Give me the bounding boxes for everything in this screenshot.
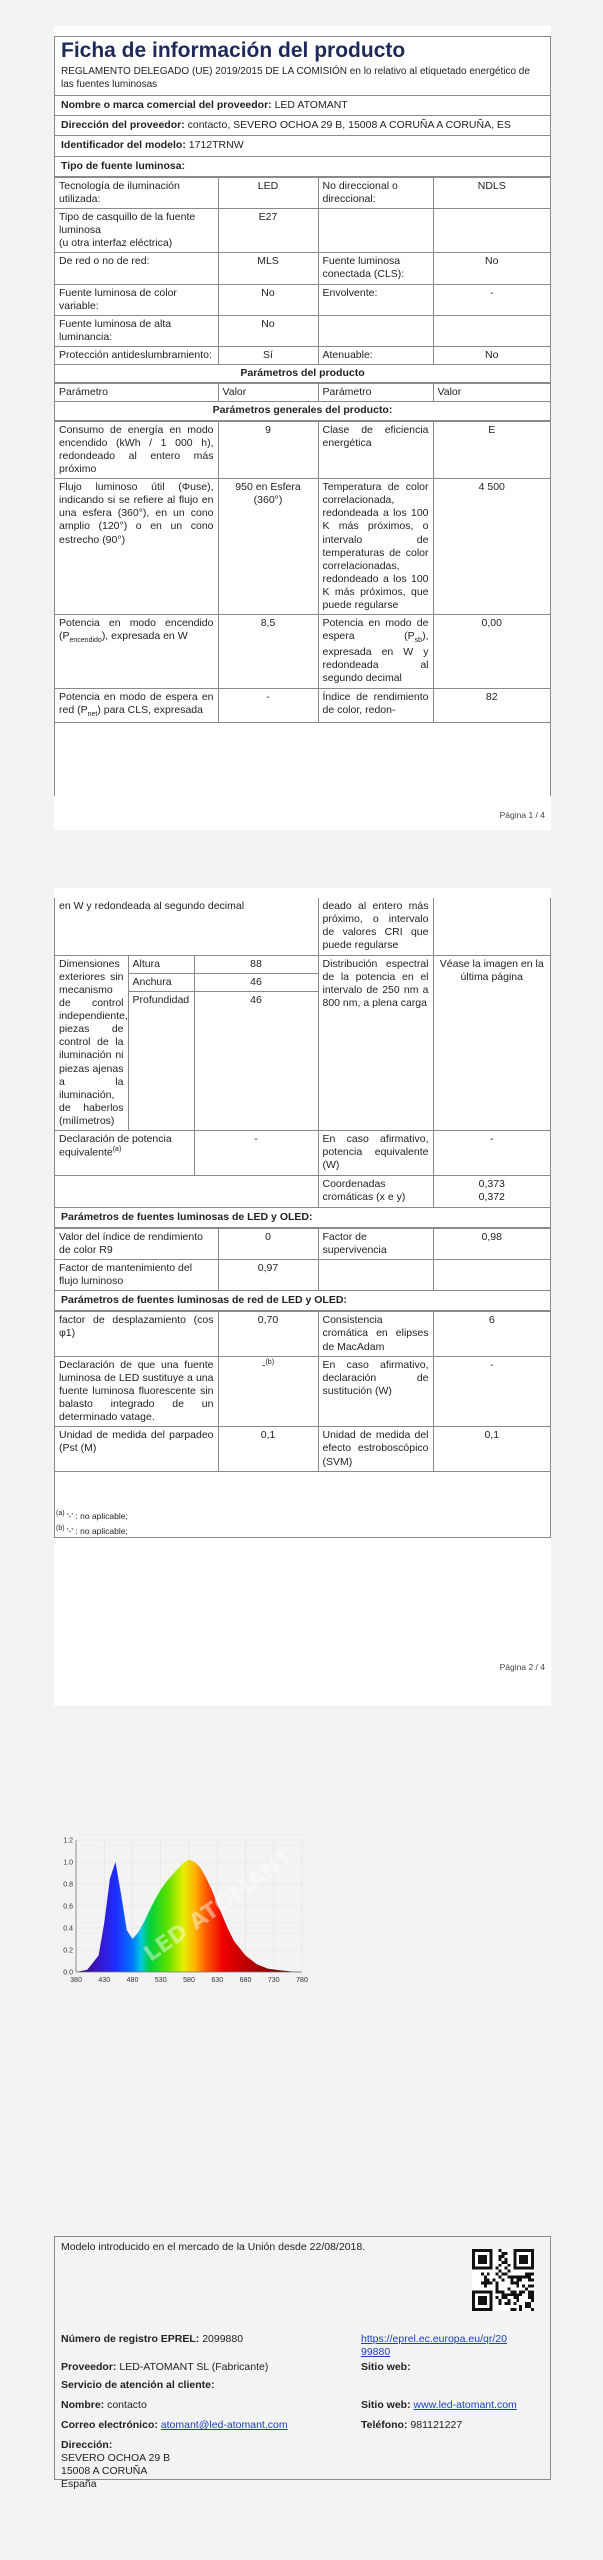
general-params-table xyxy=(55,421,550,723)
height-value: 88 xyxy=(194,955,318,973)
service-heading: Servicio de atención al cliente: xyxy=(61,2379,215,2391)
x-tick-label: 430 xyxy=(98,1977,111,1984)
supplier-name-value: LED ATOMANT xyxy=(274,99,348,112)
page-2 xyxy=(54,888,551,1706)
x-tick-label: 630 xyxy=(211,1977,224,1984)
y-tick-label: 0.2 xyxy=(63,1947,73,1955)
row-value: No xyxy=(218,315,318,346)
footnotes xyxy=(54,1508,551,1539)
x-tick-label: 480 xyxy=(126,1977,139,1984)
chroma-value: 0,373 0,372 xyxy=(433,1175,550,1207)
net-standby-label: Potencia en modo de espera en red $(P_{net})$ para CLS, expresada xyxy=(55,688,218,722)
model-row xyxy=(55,136,550,156)
row-label: Tipo de casquillo de la fuente luminosa (u otra interfaz eléctrica) xyxy=(55,208,218,252)
y-tick-label: 1.2 xyxy=(63,1837,73,1845)
mains-params-heading: Parámetros de fuentes luminosas de red de LED y OLED: xyxy=(55,1291,550,1311)
source-type-row xyxy=(55,284,550,315)
param-label: Consumo de energía en modo encendido (kWh / 1 000 h), redondeado al entero más próximo xyxy=(55,421,218,479)
r9-label: Valor del índice de rendimiento de color R9 xyxy=(55,1228,218,1259)
param-label: Clase de eficiencia energética xyxy=(318,421,433,479)
r9-value: 0 xyxy=(218,1228,318,1259)
address-line-2: 15008 A CORUÑA xyxy=(61,2465,148,2478)
x-tick-label: 680 xyxy=(239,1977,252,1984)
maintenance-label: Factor de mantenimiento del flujo luminoso xyxy=(55,1259,218,1290)
depth-value: 46 xyxy=(194,991,318,1130)
y-tick-label: 0.4 xyxy=(63,1925,73,1933)
x-tick-label: 530 xyxy=(154,1977,167,1984)
general-param-row xyxy=(55,421,550,479)
provider-label: Proveedor: xyxy=(61,2361,117,2373)
page-1 xyxy=(54,26,551,830)
header-value-1: Valor xyxy=(218,384,318,402)
product-params-heading: Parámetros del producto xyxy=(55,365,550,383)
row-value: E27 xyxy=(218,208,318,252)
phone-row xyxy=(361,2419,462,2432)
phone-label: Teléfono: xyxy=(361,2419,408,2431)
row-value: - xyxy=(433,284,550,315)
flicker-label: Unidad de medida del parpadeo (Pst (M) xyxy=(55,1427,218,1471)
source-type-row xyxy=(55,208,550,252)
source-type-row xyxy=(55,177,550,208)
eprel-label: Número de registro EPREL: xyxy=(61,2333,200,2345)
dimensions-label: Dimensiones exteriores sin mecanismo de control independiente, piezas de control de la iluminación ni piezas ajenas a la iluminación, de haberlos (milímetros) xyxy=(55,955,128,1131)
width-label: Anchura xyxy=(128,973,194,991)
contact-name-value: contacto xyxy=(107,2399,147,2411)
led-params-heading: Parámetros de fuentes luminosas de LED y OLED: xyxy=(55,1208,550,1228)
param-label: Flujo luminoso útil (Φuse), indicando si se refiere al flujo en una esfera (360°), en un cono amplio (120°) o en un cono estrecho (90°) xyxy=(55,479,218,615)
row-value: LED xyxy=(218,177,318,208)
continued-table xyxy=(55,898,550,1208)
row-label: Tecnología de iluminación utilizada: xyxy=(55,177,218,208)
model-label: Identificador del modelo: xyxy=(61,139,186,152)
x-tick-label: 780 xyxy=(296,1977,308,1984)
header-param-1: Parámetro xyxy=(55,384,218,402)
cri-value: 82 xyxy=(433,688,550,722)
page-number: Página 1 / 4 xyxy=(499,810,545,820)
standby-value: 0,00 xyxy=(433,615,550,688)
cri-continued-label: deado al entero más próximo, o intervalo de valores CRI que puede regularse xyxy=(318,898,433,955)
x-tick-label: 380 xyxy=(70,1977,82,1984)
params-header-table xyxy=(55,383,550,402)
y-tick-label: 0.0 xyxy=(63,1969,73,1977)
source-type-row xyxy=(55,253,550,284)
website-label-2: Sitio web: xyxy=(361,2399,411,2411)
model-value: 1712TRNW xyxy=(188,139,244,152)
spectral-label: Distribución espectral de la potencia en el intervalo de 250 nm a 800 nm, a plena carga xyxy=(318,955,433,1131)
substitution-label: En caso afirmativo, declaración de sustitución (W) xyxy=(318,1356,433,1427)
row-label: Protección antideslumbramiento: xyxy=(55,347,218,365)
general-params-heading: Parámetros generales del producto: xyxy=(55,402,550,420)
address-label: Dirección: xyxy=(61,2439,113,2451)
row-value: Sí xyxy=(218,347,318,365)
survival-label: Factor de supervivencia xyxy=(318,1228,433,1259)
row-label: Atenuable: xyxy=(318,347,433,365)
y-tick-label: 0.8 xyxy=(63,1881,73,1889)
email-row xyxy=(61,2419,288,2432)
fluorescent-replace-label: Declaración de que una fuente luminosa de LED sustituye a una fuente luminosa fluorescente sin balasto integrado de un determinado vatage. xyxy=(55,1356,218,1427)
email-link[interactable]: atomant@led-atomant.com xyxy=(160,2419,288,2431)
spectral-chart-svg xyxy=(54,1832,314,1992)
page-number-2: Página 2 / 4 xyxy=(499,1662,545,1672)
equiv-power-w-label: En caso afirmativo, potencia equivalente (W) xyxy=(318,1131,433,1175)
page-3-chart xyxy=(54,1790,551,2090)
row-label: De red o no de red: xyxy=(55,253,218,284)
info-sheet-frame-continued xyxy=(54,898,551,1538)
equiv-power-w-value: - xyxy=(433,1131,550,1175)
supplier-address-label: Dirección del proveedor: xyxy=(61,119,185,132)
eprel-row xyxy=(61,2333,243,2346)
email-label: Correo electrónico: xyxy=(61,2419,158,2431)
qr-code-icon[interactable] xyxy=(472,2249,534,2311)
general-param-row xyxy=(55,479,550,615)
width-value: 46 xyxy=(194,973,318,991)
row-value xyxy=(433,208,550,252)
chart-watermark: LED ATOMANT xyxy=(139,1845,299,1967)
header-value-2: Valor xyxy=(433,384,550,402)
provider-row xyxy=(61,2361,268,2374)
source-type-table xyxy=(55,177,550,366)
row-label: Fuente luminosa de alta luminancia: xyxy=(55,315,218,346)
source-type-row xyxy=(55,315,550,346)
supplier-name-row xyxy=(55,96,550,116)
y-tick-label: 1.0 xyxy=(63,1859,73,1867)
maintenance-value: 0,97 xyxy=(218,1259,318,1290)
x-tick-label: 580 xyxy=(183,1977,195,1984)
source-type-heading: Tipo de fuente luminosa: xyxy=(55,157,550,177)
displacement-label: factor de desplazamiento (cos φ1) xyxy=(55,1312,218,1356)
row-label: No direccional o direccional: xyxy=(318,177,433,208)
row-label: Fuente luminosa de color variable: xyxy=(55,284,218,315)
chroma-label: Coordenadas cromáticas (x e y) xyxy=(318,1175,433,1207)
phone-value: 981121227 xyxy=(410,2419,463,2431)
displacement-value: 0,70 xyxy=(218,1312,318,1356)
row-label xyxy=(318,208,433,252)
led-params-table xyxy=(55,1228,550,1292)
equiv-power-value: - xyxy=(194,1131,318,1175)
website-link[interactable]: www.led-atomant.com xyxy=(413,2399,517,2411)
mains-params-table xyxy=(55,1311,550,1471)
equiv-power-label: Declaración de potencia equivalente$^{(a)}$ xyxy=(55,1131,194,1175)
param-value: 9 xyxy=(218,421,318,479)
address-line-1: SEVERO OCHOA 29 B xyxy=(61,2452,171,2465)
supplier-name-label: Nombre o marca comercial del proveedor: xyxy=(61,99,272,112)
source-type-row xyxy=(55,347,550,365)
row-value: No xyxy=(433,347,550,365)
footnote-b: $^{(b)}$ '-' : no aplicable; xyxy=(56,1525,128,1537)
row-label: Fuente luminosa conectada (CLS): xyxy=(318,253,433,284)
substitution-value: - xyxy=(433,1356,550,1427)
y-tick-label: 0.6 xyxy=(63,1903,73,1911)
eprel-link[interactable]: https://eprel.ec.europa.eu/qr/20 99880 xyxy=(361,2333,507,2359)
row-label: Envolvente: xyxy=(318,284,433,315)
flicker-value: 0,1 xyxy=(218,1427,318,1471)
address-line-3: España xyxy=(61,2478,97,2491)
row-value: No xyxy=(433,253,550,284)
row-label xyxy=(318,315,433,346)
power-on-value: 8,5 xyxy=(218,615,318,688)
row-value: No xyxy=(218,284,318,315)
power-on-label: Potencia en modo encendido $(P_{encendido})$, expresada en W xyxy=(55,615,218,688)
supplier-address-value: contacto, SEVERO OCHOA 29 B, 15008 A CORUÑA A CORUÑA, ES xyxy=(187,119,511,132)
macadam-value: 6 xyxy=(433,1312,550,1356)
param-value: E xyxy=(433,421,550,479)
registration-box xyxy=(54,2236,551,2491)
supplier-address-row xyxy=(55,116,550,136)
info-sheet-frame xyxy=(54,36,551,796)
param-value: 4 500 xyxy=(433,479,550,615)
contact-name-row xyxy=(61,2399,147,2412)
x-tick-label: 730 xyxy=(267,1977,280,1984)
survival-value: 0,98 xyxy=(433,1228,550,1259)
row-value: MLS xyxy=(218,253,318,284)
website-label-1: Sitio web: xyxy=(361,2361,411,2373)
param-value: 950 en Esfera (360°) xyxy=(218,479,318,615)
standby-continued-label: en W y redondeada al segundo decimal xyxy=(55,898,318,955)
regulation-text: REGLAMENTO DELEGADO (UE) 2019/2015 DE LA COMISIÓN en lo relativo al etiquetado energético de las fuentes luminosas xyxy=(55,63,550,96)
net-standby-value: - xyxy=(218,688,318,722)
param-label: Temperatura de color correlacionada, redondeada a los 100 K más próximos, o intervalo de temperaturas de color correlacionadas, redondeado a los 100 K más próximos, que puede regularse xyxy=(318,479,433,615)
depth-label: Profundidad xyxy=(128,991,194,1130)
provider-value: LED-ATOMANT SL (Fabricante) xyxy=(119,2361,269,2373)
website-row xyxy=(361,2399,517,2412)
eprel-value: 2099880 xyxy=(202,2333,244,2345)
market-intro: Modelo introducido en el mercado de la Unión desde 22/08/2018. xyxy=(61,2241,366,2253)
stroboscopic-label: Unidad de medida del efecto estroboscópico (SVM) xyxy=(318,1427,433,1471)
page-4 xyxy=(54,2226,551,2560)
row-value: NDLS xyxy=(433,177,550,208)
fluorescent-replace-value: -$^{(b)}$ xyxy=(218,1356,318,1427)
header-param-2: Parámetro xyxy=(318,384,433,402)
spectral-value: Véase la imagen en la última página xyxy=(433,955,550,1131)
spectral-chart xyxy=(54,1832,314,1992)
contact-name-label: Nombre: xyxy=(61,2399,105,2411)
height-label: Altura xyxy=(128,955,194,973)
footnote-a: $^{(a)}$ '-' : no aplicable; xyxy=(56,1510,128,1521)
row-value xyxy=(433,315,550,346)
address-block xyxy=(61,2439,170,2492)
standby-label: Potencia en modo de espera $(P_{sb})$, expresada en W y redondeada al segundo decimal xyxy=(318,615,433,688)
sheet-title: Ficha de información del producto xyxy=(61,39,406,62)
cri-label: Índice de rendimiento de color, redon- xyxy=(318,688,433,722)
macadam-label: Consistencia cromática en elipses de MacAdam xyxy=(318,1312,433,1356)
stroboscopic-value: 0,1 xyxy=(433,1427,550,1471)
